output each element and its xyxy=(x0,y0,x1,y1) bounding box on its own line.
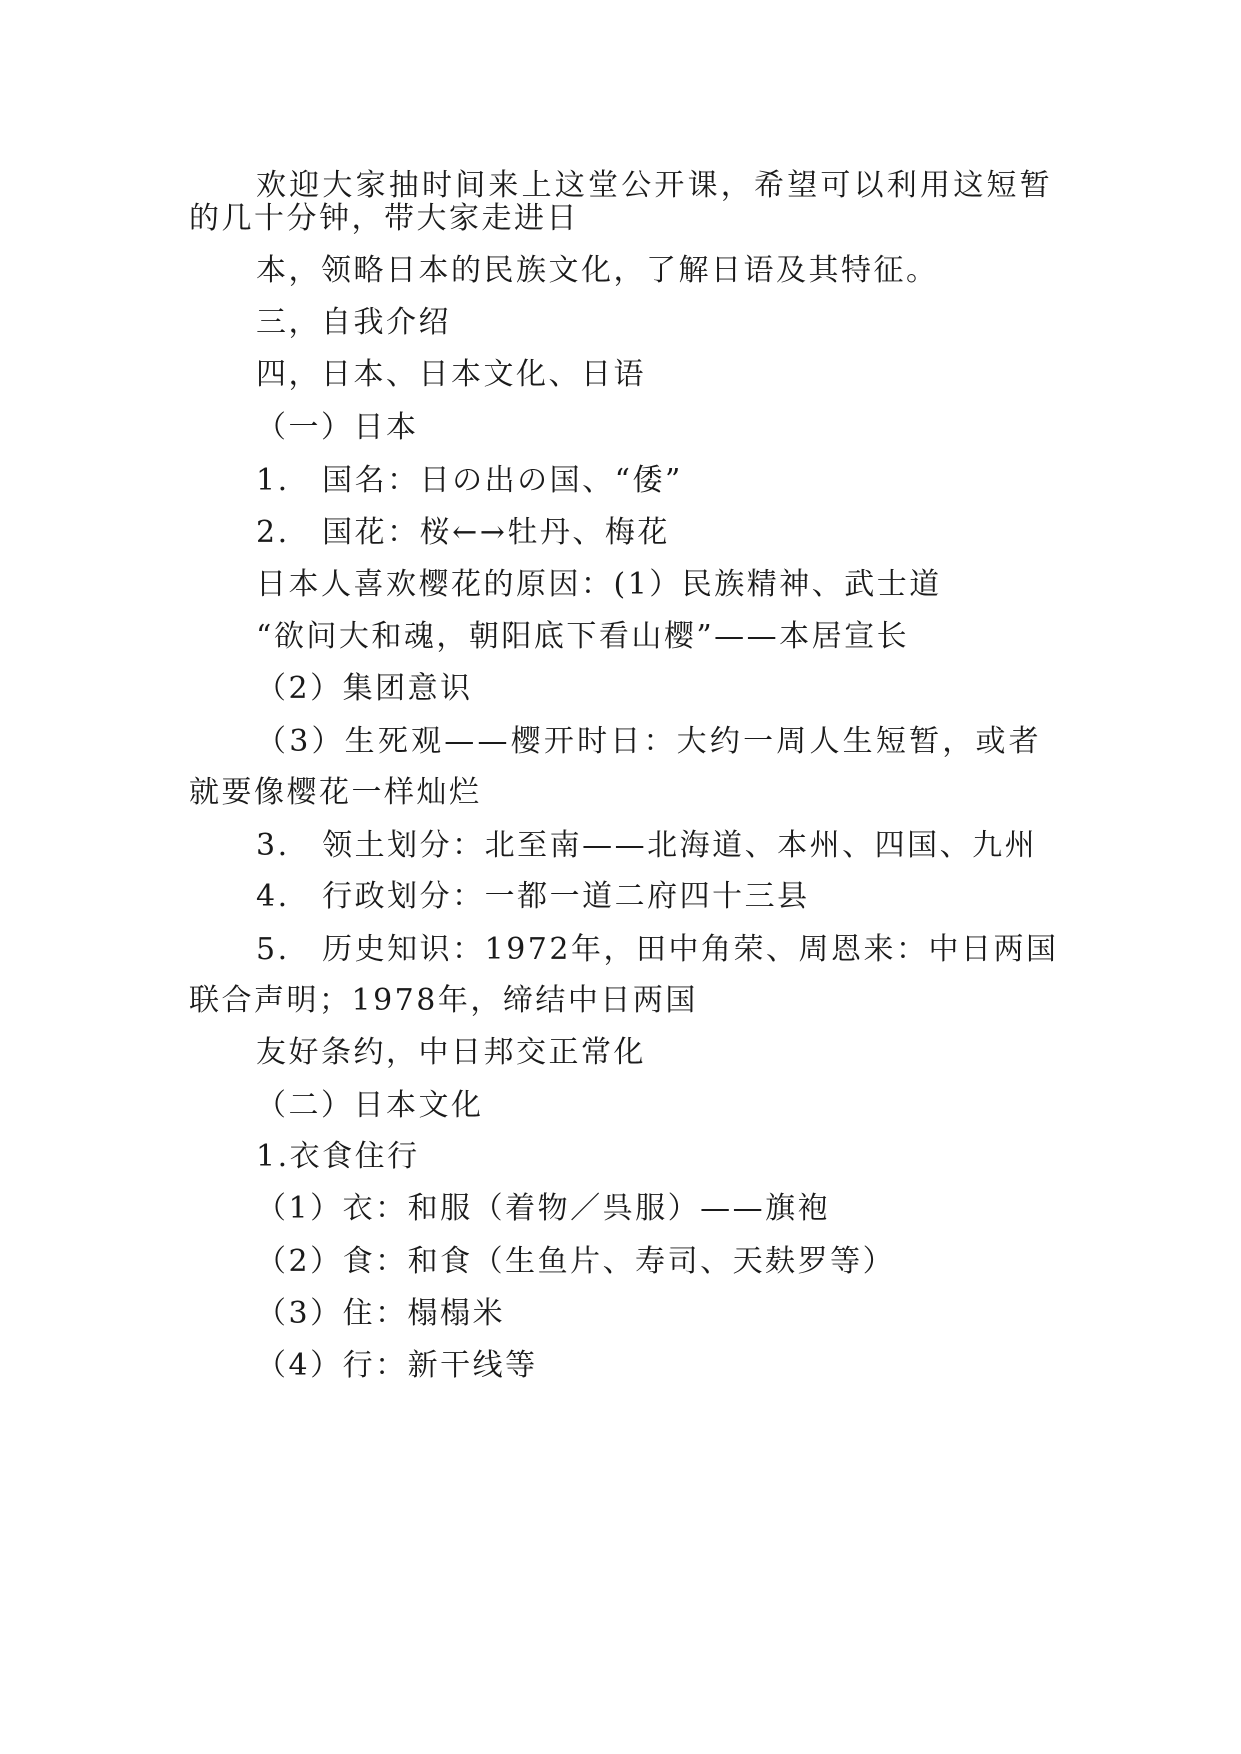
item-national-flower: 2. 国花：桜←→牡丹、梅花 xyxy=(256,515,670,550)
text-sakura-reason: 日本人喜欢樱花的原因：(1）民族精神、武士道 xyxy=(256,567,942,602)
item-transport: （4）行：新干线等 xyxy=(256,1348,538,1383)
paragraph-intro-line-2: 的几十分钟，带大家走进日 xyxy=(189,201,579,236)
heading-japan-culture-language: 四，日本、日本文化、日语 xyxy=(256,357,646,392)
item-food: （2）食：和食（生鱼片、寿司、天麸罗等） xyxy=(256,1244,896,1279)
item-housing: （3）住：榻榻米 xyxy=(256,1296,506,1331)
item-country-name: 1. 国名：日の出の国、“倭” xyxy=(256,463,683,498)
paragraph-intro-line-3: 本，领略日本的民族文化，了解日语及其特征。 xyxy=(256,253,939,288)
text-life-death-line-1: （3）生死观——樱开时日：大约一周人生短暂，或者 xyxy=(256,724,1042,759)
item-history-line-3: 友好条约，中日邦交正常化 xyxy=(256,1035,646,1070)
item-territory: 3. 领土划分：北至南——北海道、本州、四国、九州 xyxy=(256,828,1038,863)
text-group-consciousness: （2）集团意识 xyxy=(256,671,473,706)
subheading-japan: （一）日本 xyxy=(256,410,419,445)
text-quote: “欲问大和魂，朝阳底下看山樱”——本居宣长 xyxy=(256,619,910,654)
item-administrative: 4. 行政划分：一都一道二府四十三县 xyxy=(256,879,810,914)
text-life-death-line-2: 就要像樱花一样灿烂 xyxy=(189,775,482,810)
heading-self-introduction: 三，自我介绍 xyxy=(256,305,451,340)
item-history-line-1: 5. 历史知识：1972年，田中角荣、周恩来：中日两国 xyxy=(256,932,1059,967)
item-history-line-2: 联合声明；1978年，缔结中日两国 xyxy=(189,983,698,1018)
subheading-japanese-culture: （二）日本文化 xyxy=(256,1088,484,1123)
item-daily-life: 1.衣食住行 xyxy=(256,1139,420,1174)
item-clothing: （1）衣：和服（着物／呉服）——旗袍 xyxy=(256,1191,831,1226)
paragraph-intro-line-1: 欢迎大家抽时间来上这堂公开课，希望可以利用这短暂 xyxy=(256,168,1053,203)
